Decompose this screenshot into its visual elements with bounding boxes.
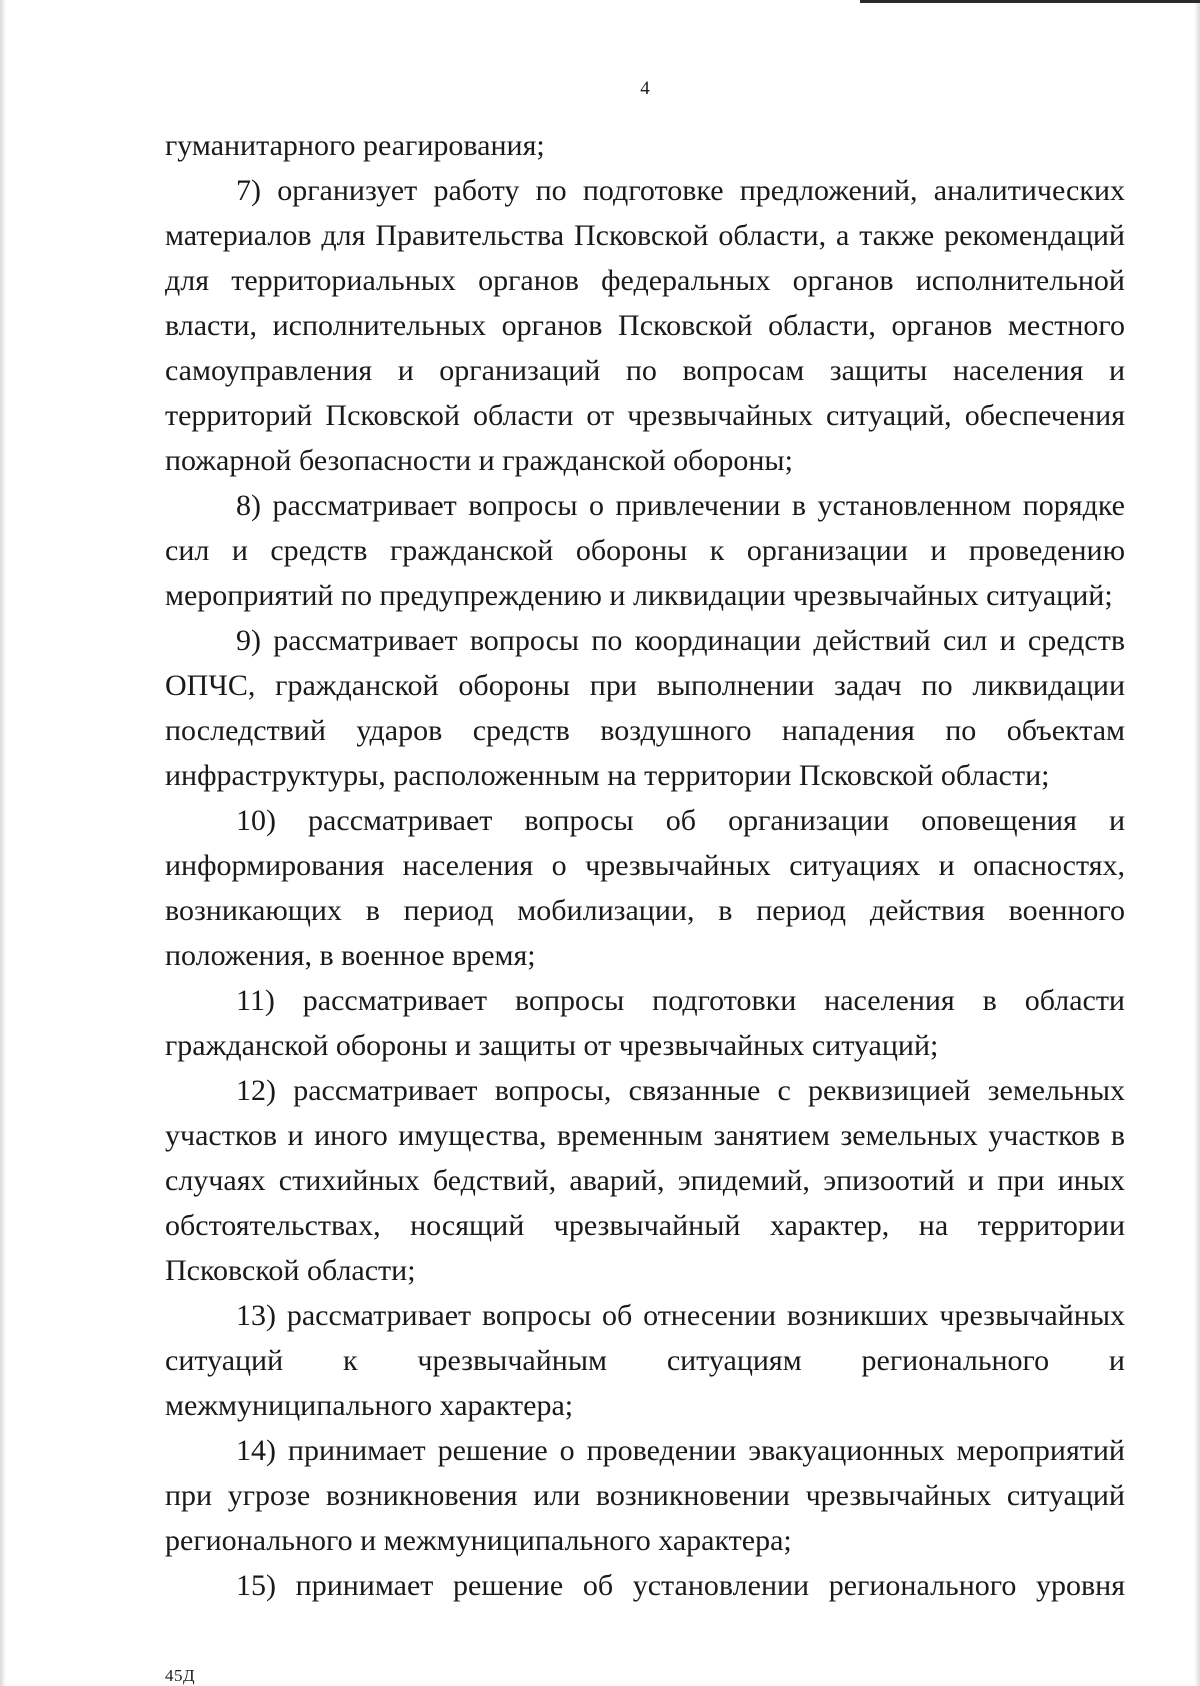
footer-document-code: 45Д bbox=[165, 1666, 196, 1685]
document-body bbox=[165, 123, 1125, 1608]
scan-edge-right bbox=[1194, 0, 1200, 1686]
paragraph-item-7: 7) организует работу по подготовке предложений, аналитических материалов для Правительства Псковской области, а также рекомендаций для территориальных органов федеральных органов исполнительной власти, исполнительных органов Псковской области, органов местного самоуправления и организаций по вопросам защиты населения и территорий Псковской области от чрезвычайных ситуаций, обеспечения пожарной безопасности и гражданской обороны; bbox=[165, 174, 1125, 477]
paragraph-item-13: 13) рассматривает вопросы об отнесении возникших чрезвычайных ситуаций к чрезвычайным ситуациям регионального и межмуниципального характера; bbox=[165, 1299, 1125, 1422]
paragraph-item-11: 11) рассматривает вопросы подготовки населения в области гражданской обороны и защиты от чрезвычайных ситуаций; bbox=[165, 984, 1125, 1062]
page-number: 4 bbox=[640, 78, 650, 99]
paragraph-item-9: 9) рассматривает вопросы по координации действий сил и средств ОПЧС, гражданской обороны при выполнении задач по ликвидации последствий ударов средств воздушного нападения по объектам инфраструктуры, расположенным на территории Псковской области; bbox=[165, 624, 1125, 792]
scan-edge-left bbox=[0, 0, 6, 1686]
paragraph-item-12: 12) рассматривает вопросы, связанные с реквизицией земельных участков и иного имущества, временным занятием земельных участков в случаях стихийных бедствий, аварий, эпидемий, эпизоотий и при иных обстоятельствах, носящий чрезвычайный характер, на территории Псковской области; bbox=[165, 1074, 1125, 1287]
paragraph-item-8: 8) рассматривает вопросы о привлечении в установленном порядке сил и средств гражданской обороны к организации и проведению мероприятий по предупреждению и ликвидации чрезвычайных ситуаций; bbox=[165, 489, 1125, 612]
paragraph-item-14: 14) принимает решение о проведении эвакуационных мероприятий при угрозе возникновения или возникновении чрезвычайных ситуаций регионального и межмуниципального характера; bbox=[165, 1434, 1125, 1557]
top-rule-divider bbox=[860, 0, 1200, 3]
paragraph-continuation: гуманитарного реагирования; bbox=[165, 129, 545, 162]
paragraph-item-10: 10) рассматривает вопросы об организации оповещения и информирования населения о чрезвычайных ситуациях и опасностях, возникающих в период мобилизации, в период действия военного положения, в военное время; bbox=[165, 804, 1125, 972]
paragraph-item-15: 15) принимает решение об установлении регионального уровня bbox=[236, 1569, 1125, 1602]
